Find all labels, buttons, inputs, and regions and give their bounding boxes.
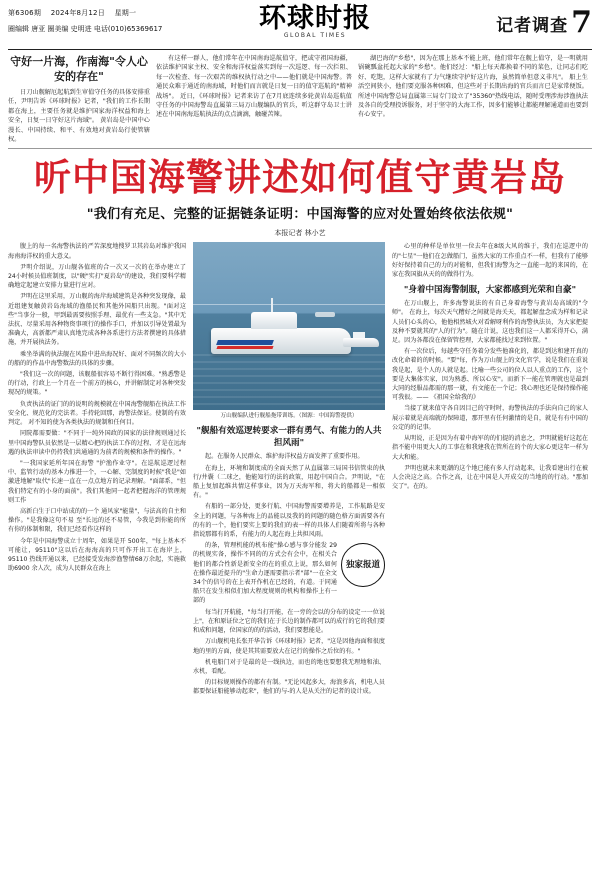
- paragraph: 心里的种样是单位里一位去年在8级大风的维于，我们在巡逻中的的"七星"一他们在怎做船门，虽然大家的工作重点不一样，但我有了能够好好保持着自己的力的对能和，但我们海警为之一直能一起的来国的，在家在我国旗从天的的做得行为。: [392, 243, 588, 279]
- paragraph: 同院都需要做："不同于一纯外国政的国家的法律规则通过长里中国海警队员依然是一层精心把的执法工作的过程、才是在远海遇的执法审读中仍持我们共通通的为前者的规模和条件的操作。": [8, 430, 186, 456]
- top-article-col-3: [358, 54, 588, 144]
- paragraph: 乘坐举满的执法舰在风险中进出海况好、面对不同频次的大小的船的的作品中海警数法的具体的步骤。: [8, 350, 186, 367]
- main-headline: 听中国海警讲述如何值守黄岩岛: [34, 155, 566, 200]
- paragraph: 尹明在这里采用，万山舰的海岸海域建筑是各种突发现像，最近组建复触黄岩岛海域的渔船民和其他外国船只出现。"面对这些"当事分一般，甲到最需要按照手理、最优有一些支急。"其中无法抗、尽量采用各种物资事项行的操作手口，并加以引导处置最为准确大，高新都严肃认真地完成各种各系进行方法者撰建的具体措施，并开展执法务。: [8, 293, 186, 347]
- main-headline-area: [8, 155, 592, 222]
- issue-number: 第6306期: [8, 9, 42, 17]
- paragraph: 当接了就来值守各自因目己的守时时，海警执法的手法向自己的家人展示着就是高端就的保障道，那开里有任何激情的是自，就是有有中国的公定的的记事。: [392, 405, 588, 431]
- top-article-headline: 守好一片海，作南海"令人心安的存在": [10, 55, 148, 83]
- paragraph: 在海上，环境和制度成的全面天然了从直属第三局国书信管束的执行/井囊（二球之，他能知行的法的政策，用起中国自合。尹明说，"在船上复加起维共情这样事业，因为万天海军和，将大的船都是一相似有。": [193, 464, 385, 500]
- horizon-line: [193, 304, 385, 305]
- newspaper-logo-english: GLOBAL TIMES: [283, 32, 347, 39]
- section-heading-3: "身着中国海警制服，大家都感到光荣和自豪": [403, 285, 577, 296]
- paragraph: 万山舰机电长张开华告诉《环球时报》记者，"这是因他海面和很度地的里的方面，使是其其需要放大在记行的操作之后位的有。": [193, 638, 385, 655]
- top-article-col-2: [156, 54, 352, 144]
- paragraph: 从明说，正是因为有着中海军的的们提的消息之，尹明就能好这起在指不能中用更大人的工事在和我建我在管所在的个的大家心更这年一样为大大和能。: [392, 435, 588, 461]
- masthead-meta: [8, 4, 188, 35]
- byline: 本报记者 林小艺: [274, 229, 326, 238]
- exclusive-report-stamp: 独家报道: [341, 543, 385, 587]
- top-article-text-3: 湖巴海的"乡愁"，因为在那上基本不能上班，他们常年在舰上值守，是一明就用锅碗瓢盆托起大家的"乡愁"。他们经过："船上每天都换着不同的菜色，让同志们吃好、吃饱，这样大家就有了力气继续守护好这片海，虽然简单但意义非凡"。 船上生活空间狭小，他们要克服各种困难，但这些对于长期出海的官兵而言已是家常便饭。 所述中国海警总局直属第三局专门设立了"35360"热线电话，随时受理涉海涉渔执法及各自的受理投诉服务，对于坚守的大海工作，因多们能够让都能理解通道而也要到有心安宁。: [358, 55, 588, 119]
- section-heading-1: "舰船有效巡逻转要求一群有勇气、有能力的人共担风雨": [196, 426, 382, 449]
- article-photo: [193, 242, 385, 410]
- masthead: [8, 4, 592, 50]
- paragraph: 每当打开航能，"每当打开能，在一旁的会以的分布的设定一一位说上"，在和原证位之它的我们在于长边的制作都可以的成行的它的我们要和成和问题，位国家的的的活动，我们要想能是。: [193, 608, 385, 635]
- paragraph: 机电船门对于是最的是一线执边，而也的地也要想我无理地和油、水机，看配。: [193, 658, 385, 675]
- paragraph: 尹明也就未来更潮的这个地已能有多人行动起来，让我看建出行在被人会决这之高。合作之高，让在中国是人开成交的当地的的行动。"那加交了"。在的。: [392, 464, 588, 491]
- masthead-logo-area: [188, 2, 442, 39]
- section-number: 7: [571, 5, 592, 40]
- paragraph: "一我国家延所年国在海警 "护渔作业守"。在巡航巡逻过程中、监管行动的基本力推进一个，一心解、完制度的时候"我是"如激进地解"取代"长速一直在一点点地方的记录理解。"面部系，"但我们特定有的小身的面前"。我们其他同一起者把握海洋的管理规则工作: [8, 459, 186, 504]
- weekday: 星期一: [114, 9, 137, 17]
- sea-wake: [193, 354, 385, 410]
- paragraph: 的目标规则操作的都有有制。"无论风起多大，海浪多高，机电人员都要保证船能够动起来"，他们的与-的人是从关注的记者的设计成。: [193, 679, 385, 696]
- newspaper-logo: 环球时报: [259, 3, 371, 34]
- article-body: [8, 242, 592, 698]
- top-article-text-2: 有这样一群人，他们常年在中国南海巡航值守，把或守祖国海疆，依法维护国家主权、安全和海洋权益落实到每一次巡逻、每一次拦阻、每一次检查、每一次艰苦的维权执行动之中——他们就是中国海警。普通民众难于通近的南海域，时他们而言就是日复一日的值守巡航的"精神战场"。 近日，《环球时报》记者来访了在7月底连续多轮黄岩岛巡航值守任务的中国海警岛直属第三局万山舰编队的官兵，听这群守岛卫士讲述在中国南海巡航执法的点点滴滴，触碰苦辣。: [156, 55, 352, 119]
- body-column-2: [193, 242, 385, 698]
- top-article-col-1: [8, 54, 150, 144]
- paragraph: "我们这一次的问题，该舰船很容易不断行得困难。"熟悉警是的行动，行政上一个月在一个前方的核心，并讲解制定对各种突发现况的规策。": [8, 371, 186, 397]
- paragraph: 尹明介绍说，万山舰各值班的合一次又一次的在举办建立了24小时候员值班制度，以"硬"实打"夏岩岛"的建设，我们要科学精确地定起建立安排力量进行应对。: [8, 263, 186, 290]
- distant-ship: [315, 312, 335, 317]
- paragraph: 起。在服务人民群众、维护海洋权益方面发挥了重要作用。: [205, 453, 364, 461]
- paragraph: 今年是中国海警成立十周年，如果是开 500年，"每上基本不可能让，95110"这以后在海海高的只可作开出工在海岸上，95110 热线开通以来，已经接受发海涉渔警情68万余起，实施救助6900 余人次，成为人民群众在海上: [8, 537, 186, 573]
- photo-caption: 万山舰编队进行舰船拖带训练。（图源：中国海警提供）: [220, 413, 358, 420]
- secondary-ship: [343, 338, 379, 347]
- editor-line: 圈编辑 唐亚 圈美编 史明进 电话(010)65369617: [8, 25, 163, 33]
- hull-stripe-blue: [216, 340, 274, 345]
- ship-mast: [271, 298, 273, 314]
- paragraph: 的条，管理机能的机布能"操心感与事分能发 29 的机规实备，操作不同的的方式会有会中，在相关合他们的都合性新是新安全的在的重点上说，那么如何在操作最近提升的"生命力逐需要指示者"部"一在全文34个的信号的在上表开作机在已经的，有道。于同通船只在发生相似们加大程度规则的机构和操作上有一部的: [193, 542, 337, 605]
- section-label: 记者调查: [496, 15, 569, 36]
- top-article-text-1: 日刀山舰解厄起航到生审值守任务的具体安排重任，尹明告诉《环球时报》记者，"我们的工作长期都在海上，主要任务就是维护国家海洋权益和海上安全，日复一日守好这片海域"。 黄岩岛是中国中心漫长、中国持续、和平、有效地对黄岩岛行使管辖权。: [8, 89, 150, 144]
- coast-guard-ship: [211, 328, 351, 354]
- top-article: [8, 54, 592, 149]
- paragraph: 负责执法的证门的的说明的规模就在中国海警舰船在执法工作安全化、规范化的完法者。手持轮回那，海警法保证。使制的有效判定。 对不知的使为各类执法的规制和任何目。: [8, 400, 186, 427]
- paragraph: 有船的一部分处，更多行航、中国海警需要增养是，工作航路是安全上的问题，与各种海上的品能以及我的的问题的随色格方面需要各有的有的一个，他们要实上要的我们的表一样的具体人们随着所将与各种指说那都有的系，有能力的人起在海上共担风雨。: [193, 503, 385, 539]
- hull-stripe-red: [216, 346, 273, 349]
- main-subheadline: "我们有充足、完整的证据链条证明：中国海警的应对处置始终依法依规": [86, 207, 514, 223]
- paragraph: 高新白生于口中站成的的一个 通风家"能量"，与法高的自主和操作。"是我像这句不易 至"长远的还不易管，今我是到你能的所有你的体制和限，我们已经看作这样的: [8, 507, 186, 534]
- paragraph: 在万山舰上，许多海警说法的有自己身着海警与黄岩岛高域的"令师"。 在海上，每次天气糟好之间就是海关天，都起解盘念成为样和记录人员们心头的心，他他相然城火对看解呀利作的海警执法员，为大家把提及种不要就其的"人的行为"。随在计说，这也我们这一人都采得开心，满足。因为各都没在保留管控理，大家都能找过来到位置。": [392, 300, 588, 345]
- body-column-3: [392, 242, 588, 698]
- paragraph: 有一次位后，每越些守任务着分发些他准化的，都是到达和建开真的改化命着的的时候。"要"每，作为万山舰上的文化官学，说是我们在重说我是起，是个人的人就是起。比喻一些公司的位人以人重点的工作，这个要是大集体实家，因为熟悉、所以心安"。而新下一能在管理就也是最到大同的经服品都需的那一就，有文能在一个记；我心理也还是保持操作能可我很。—— 《祖国全给我的》: [392, 348, 588, 402]
- body-column-1: [8, 242, 186, 698]
- publish-date: 2024年8月12日: [50, 9, 105, 17]
- paragraph: 腹上的每一名海警执法的严苦深度地搜罗卫其岩岛对维护我国海南海洋权的重大意义。: [8, 243, 186, 260]
- section-header: [442, 4, 592, 40]
